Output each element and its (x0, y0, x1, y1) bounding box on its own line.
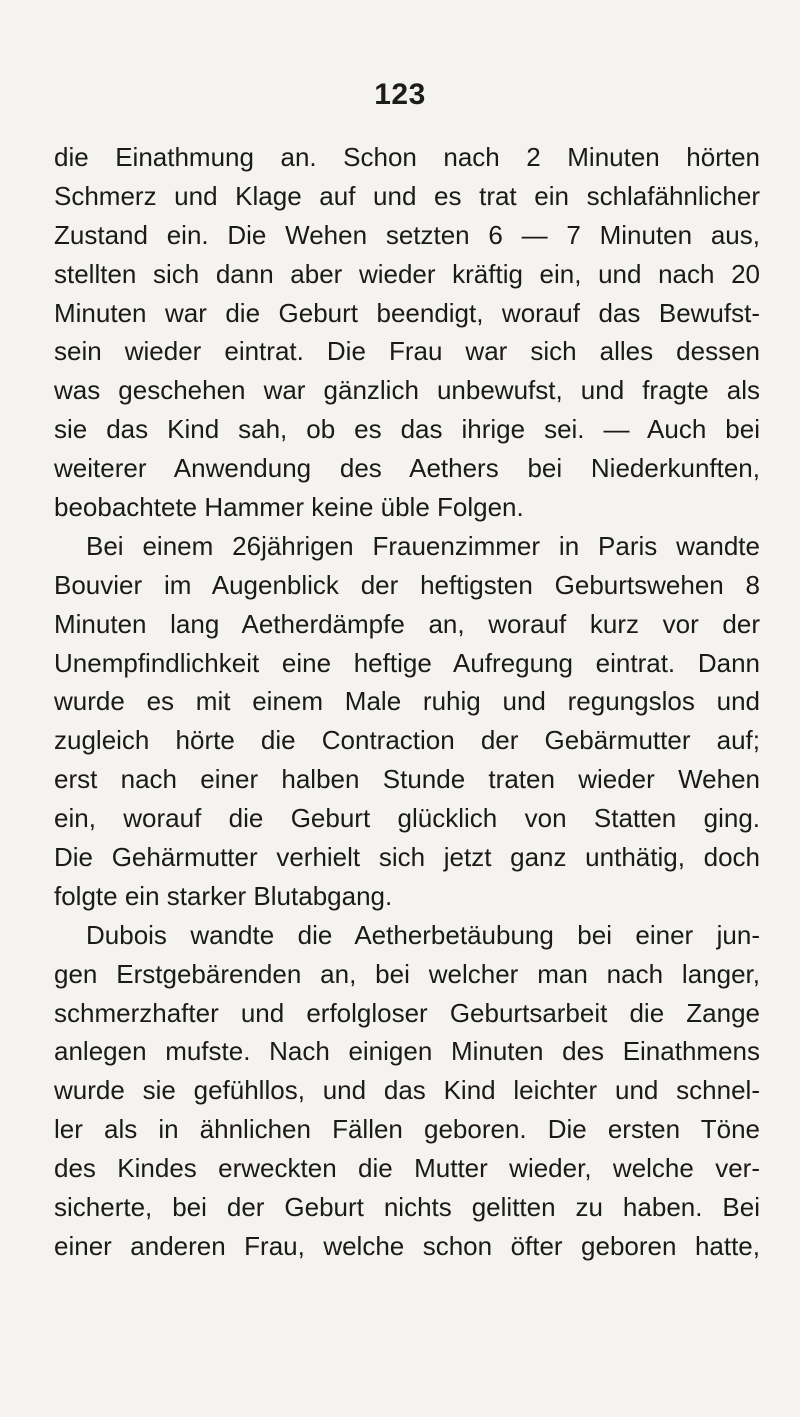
text-line: wurde es mit einem Male ruhig und regungslos und (54, 686, 760, 717)
text-line: Die Gehärmutter verhielt sich jetzt ganz unthätig, doch (54, 842, 760, 873)
text-line: zugleich hörte die Contraction der Gebärmutter auf; (54, 725, 760, 756)
text-line: ein, worauf die Geburt glücklich von Statten ging. (54, 803, 760, 834)
text-line: beobachtete Hammer keine üble Folgen. (54, 492, 524, 523)
text-line: Unempfindlichkeit eine heftige Aufregung eintrat. Dann (54, 647, 760, 678)
text-line: was geschehen war gänzlich unbewufst, und fragte als (54, 375, 760, 406)
text-line: anlegen mufste. Nach einigen Minuten des Einathmens (54, 1036, 760, 1067)
text-line: Dubois wandte die Aetherbetäubung bei einer jun- (86, 919, 760, 950)
text-line: Schmerz und Klage auf und es trat ein schlafähnlicher (54, 180, 760, 211)
text-line: ler als in ähnlichen Fällen geboren. Die ersten Töne (54, 1114, 760, 1145)
text-line: die Einathmung an. Schon nach 2 Minuten hörten (54, 142, 760, 172)
text-line: erst nach einer halben Stunde traten wieder Wehen (54, 764, 760, 795)
text-line: wurde sie gefühllos, und das Kind leichter und schnel- (54, 1075, 760, 1106)
text-line: sicherte, bei der Geburt nichts gelitten zu haben. Bei (54, 1192, 760, 1223)
text-line: Bouvier im Augenblick der heftigsten Geburtswehen 8 (54, 569, 760, 600)
text-line: Minuten lang Aetherdämpfe an, worauf kurz vor der (54, 608, 760, 639)
body-text (54, 138, 760, 1266)
text-line: gen Erstgebärenden an, bei welcher man nach langer, (54, 958, 760, 989)
text-line: weiterer Anwendung des Aethers bei Niederkunften, (54, 453, 760, 484)
text-line: Zustand ein. Die Wehen setzten 6 — 7 Minuten aus, (54, 219, 760, 250)
text-line: Minuten war die Geburt beendigt, worauf das Bewufst- (54, 297, 760, 328)
text-line: stellten sich dann aber wieder kräftig ein, und nach 20 (54, 258, 760, 289)
text-line: einer anderen Frau, welche schon öfter geboren hatte, (54, 1230, 760, 1261)
text-line: Bei einem 26jährigen Frauenzimmer in Paris wandte (86, 530, 760, 561)
text-line: folgte ein starker Blutabgang. (54, 880, 393, 911)
text-line: sie das Kind sah, ob es das ihrige sei. — Auch bei (54, 414, 760, 445)
text-line: des Kindes erweckten die Mutter wieder, welche ver- (54, 1153, 760, 1184)
text-line: schmerzhafter und erfolgloser Geburtsarbeit die Zange (54, 997, 760, 1028)
text-line: sein wieder eintrat. Die Frau war sich alles dessen (54, 336, 760, 367)
page-number: 123 (374, 78, 426, 111)
